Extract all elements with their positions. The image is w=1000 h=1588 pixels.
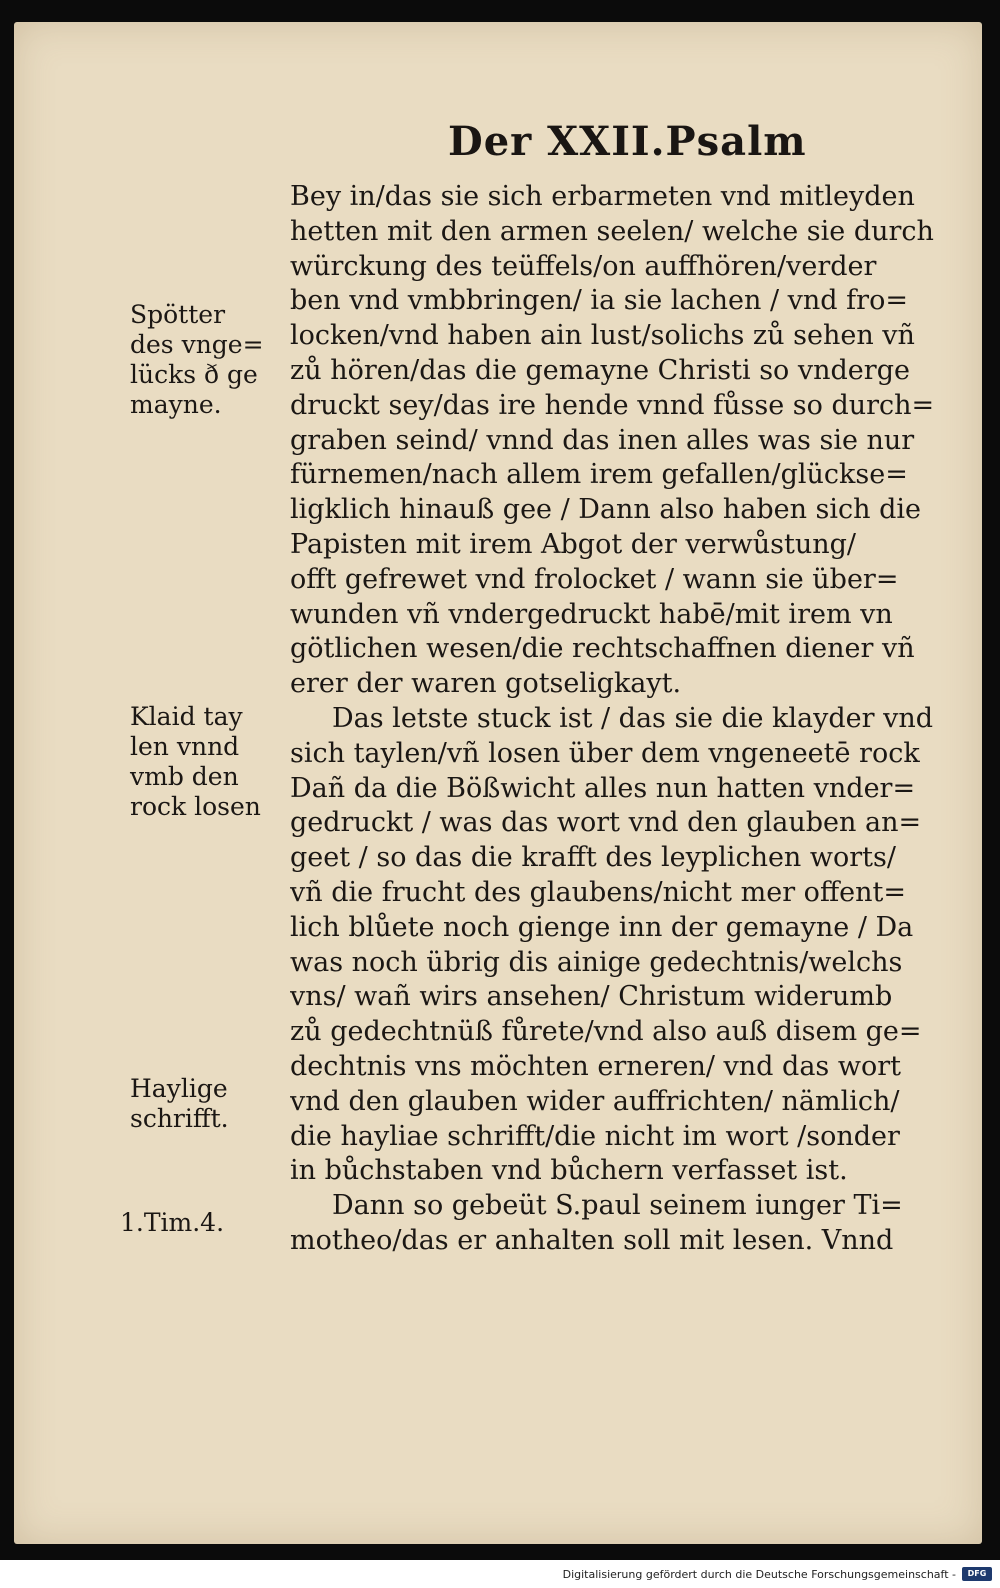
marginal-line: lücks ð ge [130,360,258,389]
marginal-line: len vnnd [130,732,240,761]
text-line: geet / so das die krafft des leyplichen worts/ [290,842,896,874]
text-line: sich taylen/vñ losen über dem vngeneetē rock [290,737,920,769]
text-line: graben seind/ vnnd das inen alles was sie nur [290,424,915,456]
text-line: vñ die frucht des glaubens/nicht mer offent= [290,876,906,908]
text-line: erer der waren gotseligkayt. [290,668,682,700]
marginal-line: Klaid tay [130,702,243,731]
text-line: Bey in/das sie sich erbarmeten vnd mitleyden [290,181,915,212]
text-line: vnd den glauben wider auffrichten/ nämlich/ [290,1085,900,1117]
text-line: druckt sey/das ire hende vnnd fůsse so durch= [290,389,935,421]
running-head: Der XXII.Psalm [448,118,807,165]
marginal-line: schrifft. [130,1104,229,1133]
dfg-logo: DFG [962,1567,992,1581]
marginal-line: 1.Tim.4. [120,1208,225,1237]
marginal-line: Spötter [130,300,226,329]
text-line: götlichen wesen/die rechtschaffnen diener vñ [290,633,915,665]
text-line: motheo/das er anhalten soll mit lesen. Vnnd [290,1224,894,1256]
text-line: vns/ wañ wirs ansehen/ Christum widerumb [290,981,893,1013]
text-line: würckung des teüffels/on auffhören/verder [290,250,877,282]
text-line: Das letste stuck ist / das sie die klayder vnd [332,702,934,734]
marginal-note-tim [120,1208,280,1238]
text-line: locken/vnd haben ain lust/solichs zů sehen vñ [290,320,915,352]
marginal-note-spoetter [130,300,290,420]
text-line: wunden vñ vndergedruckt habē/mit irem vn [290,598,893,630]
text-line: lich blůete noch gienge inn der gemayne / Da [290,911,914,943]
text-line: gedruckt / was das wort vnd den glauben an= [290,807,922,839]
text-line: was noch übrig dis ainige gedechtnis/welchs [290,946,903,978]
text-line: ligklich hinauß gee / Dann also haben sich die [290,494,922,526]
footer-credit: Digitalisierung gefördert durch die Deutsche Forschungsgemeinschaft - [562,1568,956,1581]
text-line: Papisten mit irem Abgot der verwůstung/ [290,528,857,560]
marginal-line: des vnge= [130,330,264,359]
marginal-line: rock losen [130,792,261,821]
text-line: zů hören/das die gemayne Christi so vnderge [290,354,910,386]
marginal-line: Haylige [130,1074,228,1103]
body-text [290,180,950,1259]
text-line: hetten mit den armen seelen/ welche sie durch [290,215,934,247]
marginal-note-haylige [130,1074,290,1134]
text-line: ben vnd vmbbringen/ ia sie lachen / vnd fro= [290,285,908,317]
text-line: fürnemen/nach allem irem gefallen/glückse= [290,459,908,491]
text-line: Dañ da die Bößwicht alles nun hatten vnder= [290,772,916,804]
text-line: die hayliae schrifft/die nicht im wort /sonder [290,1120,900,1152]
footer-bar [0,1564,1000,1588]
text-line: in bůchstaben vnd bůchern verfasset ist. [290,1155,848,1187]
text-line: zů gedechtnüß fůrete/vnd also auß disem ge= [290,1016,922,1048]
text-line: Dann so gebeüt S.paul seinem iunger Ti= [332,1190,903,1222]
marginal-note-klaid [130,702,290,822]
text-line: dechtnis vns möchten erneren/ vnd das wort [290,1050,901,1082]
marginal-line: mayne. [130,390,222,419]
marginal-line: vmb den [130,762,239,791]
text-line: offt gefrewet vnd frolocket / wann sie über= [290,563,899,595]
